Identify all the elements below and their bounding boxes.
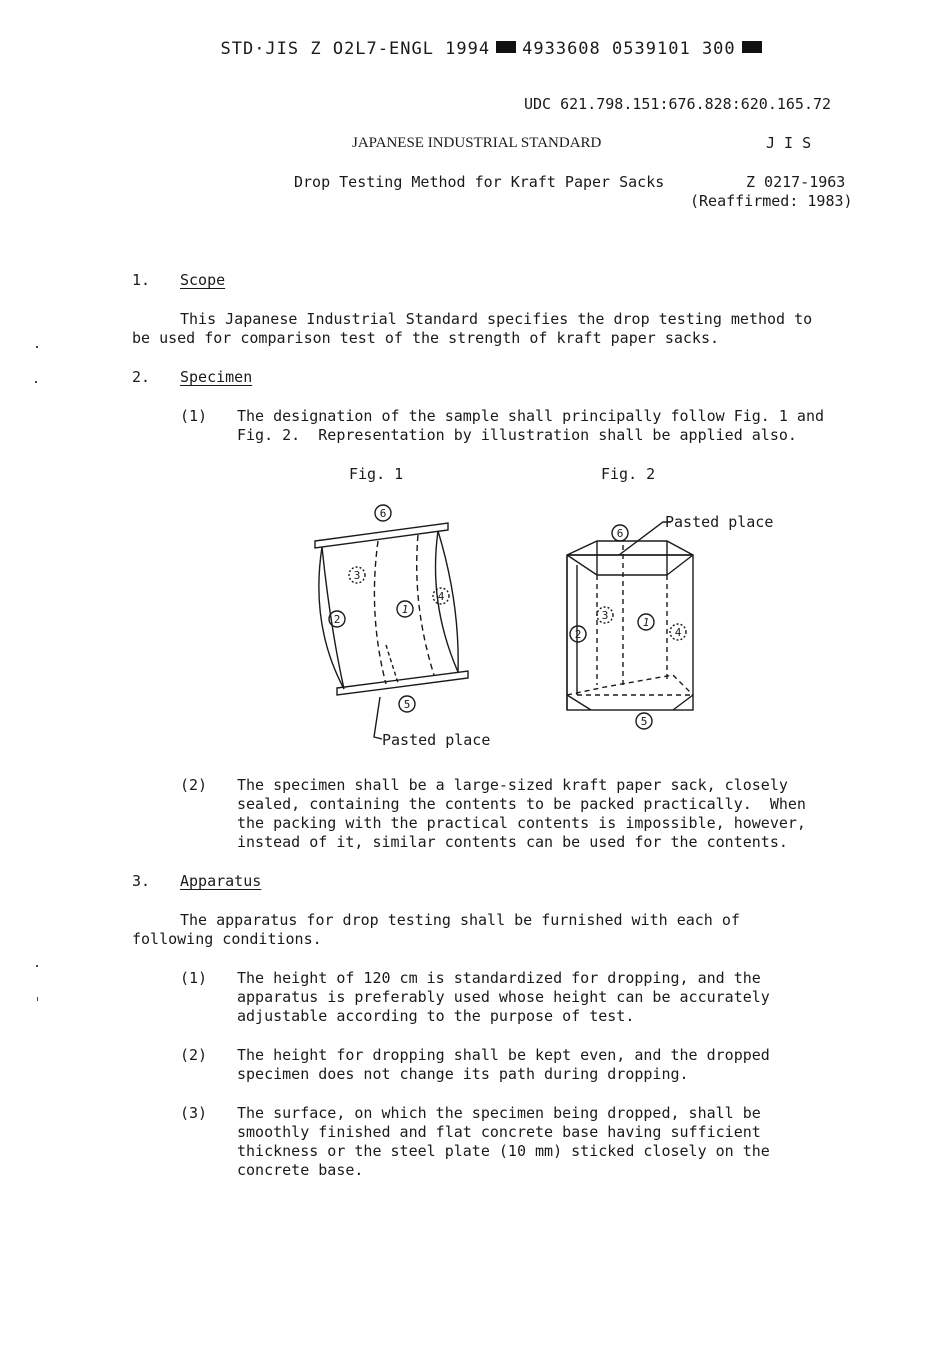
fig1-bottom-band <box>337 671 468 695</box>
apparatus-item3-line2: smoothly finished and flat concrete base having sufficient <box>237 1123 761 1141</box>
section-apparatus-heading: Apparatus <box>180 872 262 890</box>
scan-speck <box>35 381 37 383</box>
header-code-3: 300 <box>701 38 736 59</box>
document-title: Drop Testing Method for Kraft Paper Sacks <box>294 173 665 191</box>
specimen-item2-number: (2) <box>180 776 208 794</box>
reaffirmed-note: (Reaffirmed: 1983) <box>690 192 853 210</box>
apparatus-item2-number: (2) <box>180 1046 208 1064</box>
fig1-pasted-label: Pasted place <box>382 731 491 749</box>
specimen-item2-line3: the packing with the practical contents is impossible, however, <box>237 814 806 832</box>
section-specimen-heading: Specimen <box>180 368 253 386</box>
fig2-marker-5: 5 <box>640 715 648 728</box>
jis-mark: J I S <box>766 134 812 152</box>
fig2-bottom-fold <box>567 675 693 695</box>
fig1-pasted-seam <box>386 645 398 683</box>
section-apparatus-number: 3. <box>132 872 151 890</box>
fig2-top-right-diag <box>667 555 693 575</box>
fig2-leader-line <box>616 522 671 555</box>
fig1-marker-6: 6 <box>379 507 387 520</box>
specimen-item2-line1: The specimen shall be a large-sized kraft paper sack, closely <box>237 776 788 794</box>
specimen-item1-number: (1) <box>180 407 208 425</box>
specimen-item1-line1: The designation of the sample shall principally follow Fig. 1 and <box>237 407 824 425</box>
apparatus-item3-line1: The surface, on which the specimen being dropped, shall be <box>237 1104 761 1122</box>
specimen-item1-line2: Fig. 2. Representation by illustration shall be applied also. <box>237 426 797 444</box>
header-code-2: 0539101 <box>612 38 691 59</box>
header-code-line <box>198 20 768 59</box>
fig1-top-band <box>315 523 448 548</box>
fig2-marker-1: 1 <box>642 616 650 629</box>
header-code-1: 4933608 <box>522 38 601 59</box>
scan-speck <box>36 346 38 348</box>
fig2-pasted-label: Pasted place <box>665 513 774 531</box>
udc-line: UDC 621.798.151:676.828:620.165.72 <box>524 95 832 113</box>
fig2-marker-6: 6 <box>616 527 624 540</box>
fig2-top-face <box>567 541 693 555</box>
apparatus-intro-line2: following conditions. <box>132 930 322 948</box>
fig1-caption: Fig. 1 <box>349 465 404 483</box>
scan-speck <box>37 997 38 1001</box>
header-std-line: STD·JIS Z O2L7-ENGL 1994 <box>220 38 491 59</box>
fig1-marker-1: 1 <box>401 603 409 616</box>
apparatus-item1-line3: adjustable according to the purpose of test. <box>237 1007 635 1025</box>
standard-number: Z 0217-1963 <box>746 173 846 191</box>
fig2-marker-4: 4 <box>674 626 682 639</box>
scope-paragraph-line2: be used for comparison test of the strength of kraft paper sacks. <box>132 329 719 347</box>
fig2-bottom-right-diag <box>673 695 693 710</box>
fig1-marker-4: 4 <box>437 590 445 603</box>
header-block-mark <box>496 41 516 53</box>
scan-speck <box>36 965 38 967</box>
standard-label: JAPANESE INDUSTRIAL STANDARD <box>352 135 602 151</box>
section-specimen-number: 2. <box>132 368 151 386</box>
section-scope-number: 1. <box>132 271 151 289</box>
fig2-bottom-left-diag <box>567 695 591 710</box>
apparatus-item1-number: (1) <box>180 969 208 987</box>
fig1-fold-right <box>417 535 434 675</box>
apparatus-item2-line2: specimen does not change its path during dropping. <box>237 1065 689 1083</box>
scope-paragraph-line1: This Japanese Industrial Standard specifies the drop testing method to <box>180 310 813 328</box>
fig2-marker-2: 2 <box>574 628 582 641</box>
fig1-marker-2: 2 <box>333 613 341 626</box>
fig1-marker-5: 5 <box>403 698 411 711</box>
section-scope-heading: Scope <box>180 271 226 289</box>
fig2-caption: Fig. 2 <box>601 465 656 483</box>
specimen-item2-line2: sealed, containing the contents to be packed practically. When <box>237 795 806 813</box>
specimen-item2-line4: instead of it, similar contents can be used for the contents. <box>237 833 788 851</box>
apparatus-item1-line2: apparatus is preferably used whose height can be accurately <box>237 988 770 1006</box>
fig1-marker-3: 3 <box>353 569 361 582</box>
apparatus-item2-line1: The height for dropping shall be kept even, and the dropped <box>237 1046 770 1064</box>
fig2-marker-3: 3 <box>601 609 609 622</box>
fig2-sack-diagram <box>555 505 795 735</box>
fig1-sack-diagram <box>300 495 510 755</box>
fig2-top-left-diag <box>567 555 597 575</box>
apparatus-item1-line1: The height of 120 cm is standardized for dropping, and the <box>237 969 761 987</box>
apparatus-item3-line4: concrete base. <box>237 1161 364 1179</box>
apparatus-intro-line1: The apparatus for drop testing shall be furnished with each of <box>180 911 740 929</box>
fig1-leader-line <box>374 697 382 739</box>
fig1-fold-left <box>374 541 386 684</box>
apparatus-item3-line3: thickness or the steel plate (10 mm) sticked closely on the <box>237 1142 770 1160</box>
apparatus-item3-number: (3) <box>180 1104 208 1122</box>
header-block-mark-end <box>742 41 762 53</box>
